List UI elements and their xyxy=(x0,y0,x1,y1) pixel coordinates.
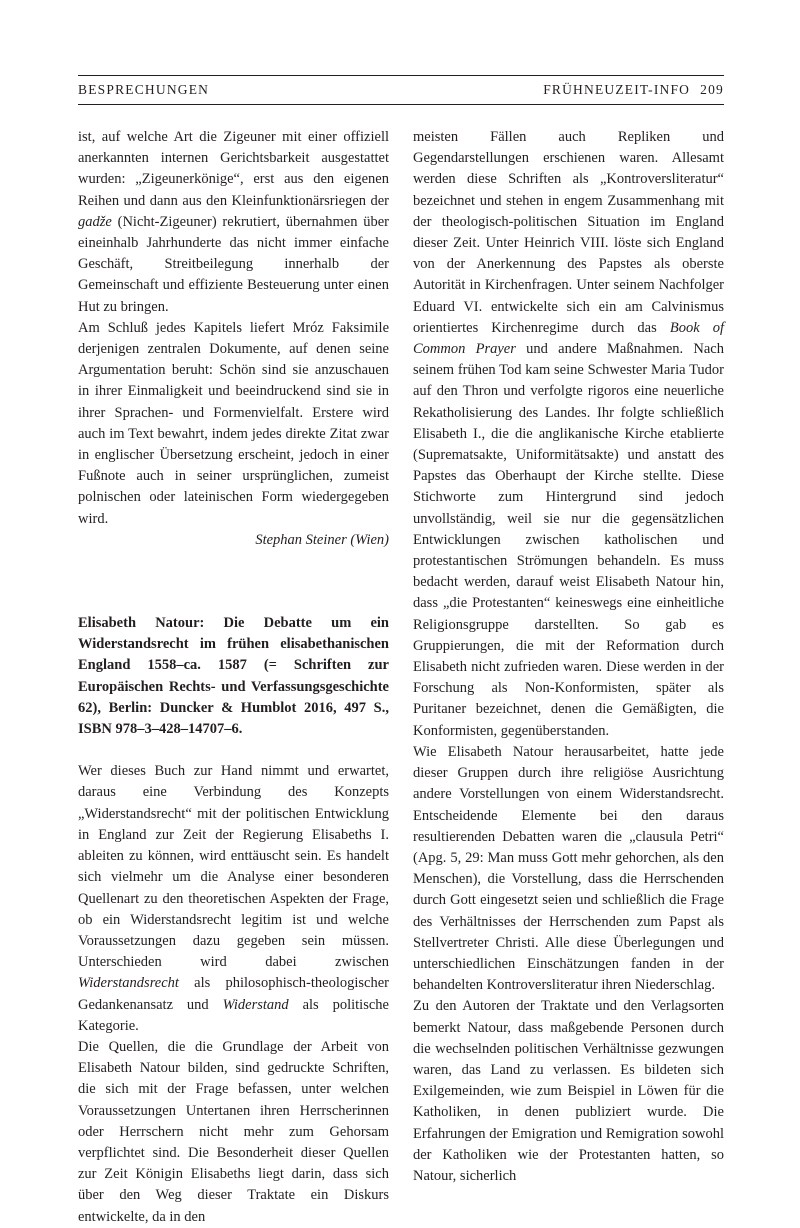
review-heading: Elisabeth Natour: Die Debatte um ein Widerstandsrecht im frühen elisabethanischen England 1558–ca. 1587 (= Schriften zur Europäischen Rechts- und Verfassungsgeschichte 62), Berlin: Duncker & Humblot 2016, 497 S., ISBN 978–3–428–14707–6. xyxy=(78,615,389,738)
header-top-rule xyxy=(78,75,724,76)
section-spacer xyxy=(78,740,389,761)
reviewer-signature: Stephan Steiner (Wien) xyxy=(255,531,389,548)
journal-title-group xyxy=(543,82,724,98)
paragraph: Die Quellen, die die Grundlage der Arbeit von Elisabeth Natour bilden, sind gedruckte Schriften, die sich mit der Frage befassen, unter welchen Voraussetzungen Untertanen ihren Herrscherinnen oder Herrschern nicht mehr zum Gehorsam verpflichtet sind. Die Besonderheit dieser Quellen zur Zeit Königin Elisabeths liegt darin, dass sich über den Weg dieser Traktate ein Diskurs entwickelte, da in den xyxy=(78,1038,389,1225)
paragraph: Wie Elisabeth Natour herausarbeitet, hatte jede dieser Gruppen durch ihre religiöse Ausrichtung andere Vorstellungen von einem Widerstandsrecht. Entscheidende Elemente bei den daraus resultierenden Debatten waren die „clausula Petri“ (Apg. 5, 29: Man muss Gott mehr gehorchen, als den Menschen), die Vorstellung, dass die Herrschenden durch Gott eingesetzt seien und schließlich die Frage des Verhältnisses der Herrschenden zum Papst als Stellvertreter Christi. Alle diese Überlegungen und unterschiedlichen Einschätzungen fanden in der behandelten Kontroversliteratur ihren Niederschlag. xyxy=(413,743,724,994)
paragraph: Zu den Autoren der Traktate und den Verlagsorten bemerkt Natour, dass maßgebende Personen durch die wechselnden politischen Verhältnisse gezwungen waren, das Land zu verlassen. Es bildeten sich Exilgemeinden, wie zum Beispiel in Löwen für die Katholiken, in denen publiziert wurde. Die Erfahrungen der Emigration und Remigration sowohl der Katholiken wie der Protestanten hatten, so Natour, sicherlich xyxy=(413,998,724,1184)
running-head xyxy=(78,82,724,98)
left-column xyxy=(78,127,389,1228)
right-column xyxy=(413,127,724,1187)
paragraph: Wer dieses Buch zur Hand nimmt und erwartet, daraus eine Verbindung des Konzepts „Widerstandsrecht“ mit der politischen Entwicklung in England zur Zeit der Regierung Elisabeths I. ableiten zu können, wird enttäuscht sein. Es handelt sich vielmehr um die Analyse einer besonderen Quellenart zu den theoretischen Aspekten der Frage, ob ein Widerstandsrecht legitim ist und welche Voraussetzungen dazu gegeben sein müssen. Unterschieden wird dabei zwischen Widerstandsrecht als philosophisch-theologischer Gedankenansatz und Widerstand als politische Kategorie. xyxy=(78,763,389,1034)
section-title: BESPRECHUNGEN xyxy=(78,82,210,97)
journal-title: FRÜHNEUZEIT-INFO xyxy=(543,82,691,97)
paragraph: Am Schluß jedes Kapitels liefert Mróz Faksimile derjenigen zentralen Dokumente, auf denen seine Argumentation beruht: Schön sind sie anzuschauen in ihrer Einmaligkeit und beeindruckend sind sie in ihrer Sprachen- und Formenvielfalt. Erstere wird auch im Text bewahrt, indem jedes direkte Zitat zwar in englischer Übersetzung erscheint, jedoch in einer Fußnote auch in seiner ursprünglichen, zumeist polnischen oder lateinischen Form wiedergegeben wird. xyxy=(78,319,389,527)
section-spacer xyxy=(78,551,389,613)
page-number: 209 xyxy=(700,82,724,97)
paragraph: meisten Fällen auch Repliken und Gegendarstellungen erschienen waren. Allesamt werden diese Schriften als „Kontroversliteratur“ bezeichnet und stehen in engem Zusammenhang mit der theologisch-politischen Situation im England dieser Zeit. Unter Heinrich VIII. löste sich England von der Anerkennung des Papstes als oberste Autorität in Kirchenfragen. Unter seinem Nachfolger Eduard VI. entwickelte sich ein am Calvinismus orientiertes Kirchenregime durch das Book of Common Prayer und andere Maßnahmen. Nach seinem frühen Tod kam seine Schwester Maria Tudor auf den Thron und verfolgte rigoros eine neuerliche Rekatholisierung des Landes. Ihr folgte schließlich Elisabeth I., die die anglikanische Kirche etablierte (Suprematsakte, Uniformitätsakte) und anstatt des Papstes das Oberhaupt der Kirche stellte. Diese Stichworte zum Hintergrund sind jedoch unvollständig, weil sie nur die gegensätzlichen Entwicklungen zwischen katholischen und protestantischen Strömungen behandeln. Es muss bedacht werden, darauf weist Elisabeth Natour hin, dass „die Protestanten“ keineswegs eine einheitliche Religionsgruppe darstellten. So gab es Gruppierungen, die mit der Reformation durch Elisabeth nicht zufrieden waren. Diese werden in der Forschung als Non-Konformisten, später als Puritaner bezeichnet, denen die Gemäßigten, die Konformisten, gegenüberstanden. xyxy=(413,129,724,739)
paragraph: ist, auf welche Art die Zigeuner mit einer offiziell anerkannten internen Gerichtsbarkeit ausgestattet wurden: „Zigeunerkönige“, erst aus den eigenen Reihen und dann aus den Kleinfunktionärsriegen der gadže (Nicht-Zigeuner) rekrutiert, übernahmen über eineinhalb Jahrhunderte das nicht immer einfache Geschäft, Streitbeilegung innerhalb der Gemeinschaft und effiziente Besteuerung unter einen Hut zu bringen. xyxy=(78,129,389,315)
header-bottom-rule xyxy=(78,104,724,105)
